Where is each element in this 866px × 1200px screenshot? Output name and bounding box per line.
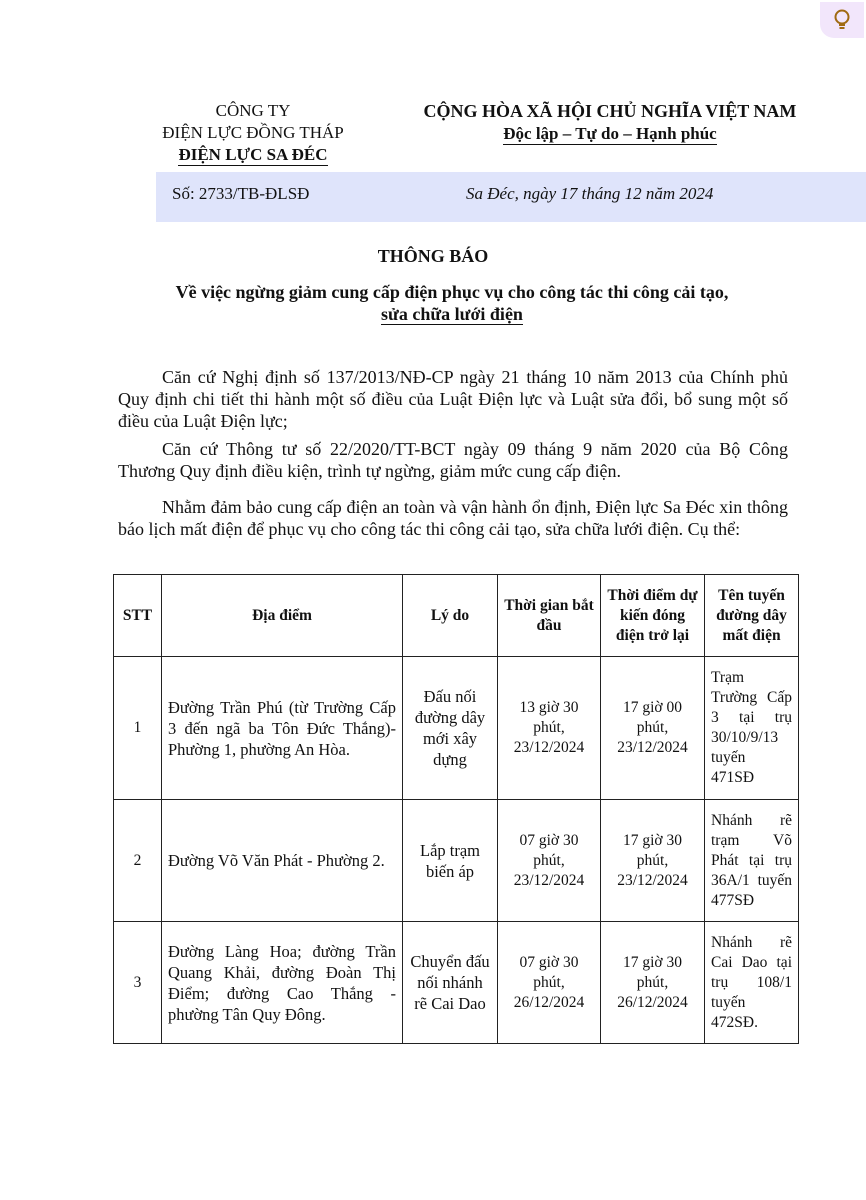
paragraph-3 — [118, 496, 788, 540]
cell-reason: Đấu nối đường dây mới xây dựng — [403, 657, 498, 800]
header-line-name: Tên tuyến đường dây mất điện — [705, 575, 799, 657]
paragraph-1 — [118, 366, 788, 432]
header-reason: Lý do — [403, 575, 498, 657]
table-row — [114, 657, 799, 800]
paragraph-1-text: Căn cứ Nghị định số 137/2013/NĐ-CP ngày 21 tháng 10 năm 2013 của Chính phủ Quy định chi tiết thi hành một số điều của Luật Điện lực và Luật sửa đổi, bổ sung một số điều của Luật Điện lực; — [118, 367, 788, 431]
company-line-3: ĐIỆN LỰC SA ĐÉC — [178, 145, 328, 164]
cell-line-name: Trạm Trường Cấp 3 tại trụ 30/10/9/13 tuyến 471SĐ — [705, 657, 799, 800]
paragraph-2 — [118, 438, 788, 482]
header-start-time: Thời gian bắt đầu — [498, 575, 601, 657]
cell-end-time: 17 giờ 00 phút, 23/12/2024 — [601, 657, 705, 800]
company-line-2: ĐIỆN LỰC ĐỒNG THÁP — [162, 123, 344, 142]
table-header-row — [114, 575, 799, 657]
table-row — [114, 922, 799, 1044]
nation-block — [400, 100, 820, 145]
cell-location: Đường Trần Phú (từ Trường Cấp 3 đến ngã ba Tôn Đức Thắng)- Phường 1, phường An Hòa. — [162, 657, 403, 800]
cell-end-time: 17 giờ 30 phút, 23/12/2024 — [601, 800, 705, 922]
cell-start-time: 07 giờ 30 phút, 23/12/2024 — [498, 800, 601, 922]
company-line-1: CÔNG TY — [215, 101, 291, 120]
nation-title: CỘNG HÒA XÃ HỘI CHỦ NGHĨA VIỆT NAM — [423, 101, 797, 121]
motto: Độc lập – Tự do – Hạnh phúc — [503, 124, 717, 143]
cell-reason: Lắp trạm biến áp — [403, 800, 498, 922]
cell-line-name: Nhánh rẽ trạm Võ Phát tại trụ 36A/1 tuyến 477SĐ — [705, 800, 799, 922]
header-location: Địa điểm — [162, 575, 403, 657]
cell-start-time: 13 giờ 30 phút, 23/12/2024 — [498, 657, 601, 800]
lightbulb-button[interactable] — [820, 2, 864, 38]
place-date: Sa Đéc, ngày 17 tháng 12 năm 2024 — [466, 184, 714, 203]
doc-subtitle-2: sửa chữa lưới điện — [381, 304, 523, 324]
header-end-time: Thời điểm dự kiến đóng điện trở lại — [601, 575, 705, 657]
cell-stt: 3 — [114, 922, 162, 1044]
outage-schedule-table — [113, 574, 799, 1044]
cell-stt: 2 — [114, 800, 162, 922]
paragraph-3-text: Nhằm đảm bảo cung cấp điện an toàn và vận hành ổn định, Điện lực Sa Đéc xin thông báo lịch mất điện để phục vụ cho công tác thi công cải tạo, sửa chữa lưới điện. Cụ thể: — [118, 497, 788, 539]
cell-start-time: 07 giờ 30 phút, 26/12/2024 — [498, 922, 601, 1044]
doc-subtitle-2-wrap — [0, 304, 866, 325]
lightbulb-icon — [833, 9, 851, 31]
company-block — [140, 100, 366, 166]
cell-location: Đường Võ Văn Phát - Phường 2. — [162, 800, 403, 922]
paragraph-2-text: Căn cứ Thông tư số 22/2020/TT-BCT ngày 09 tháng 9 năm 2020 của Bộ Công Thương Quy định điều kiện, trình tự ngừng, giảm mức cung cấp điện. — [118, 439, 788, 481]
cell-location: Đường Làng Hoa; đường Trần Quang Khải, đường Đoàn Thị Điểm; đường Cao Thắng - phường Tân Quy Đông. — [162, 922, 403, 1044]
cell-line-name: Nhánh rẽ Cai Dao tại trụ 108/1 tuyến 472SĐ. — [705, 922, 799, 1044]
header-stt: STT — [114, 575, 162, 657]
cell-stt: 1 — [114, 657, 162, 800]
cell-end-time: 17 giờ 30 phút, 26/12/2024 — [601, 922, 705, 1044]
table-row — [114, 800, 799, 922]
cell-reason: Chuyển đấu nối nhánh rẽ Cai Dao — [403, 922, 498, 1044]
doc-subtitle-1: Về việc ngừng giảm cung cấp điện phục vụ cho công tác thi công cải tạo, — [175, 282, 729, 302]
doc-number: Số: 2733/TB-ĐLSĐ — [172, 184, 310, 203]
doc-title: THÔNG BÁO — [377, 246, 489, 266]
